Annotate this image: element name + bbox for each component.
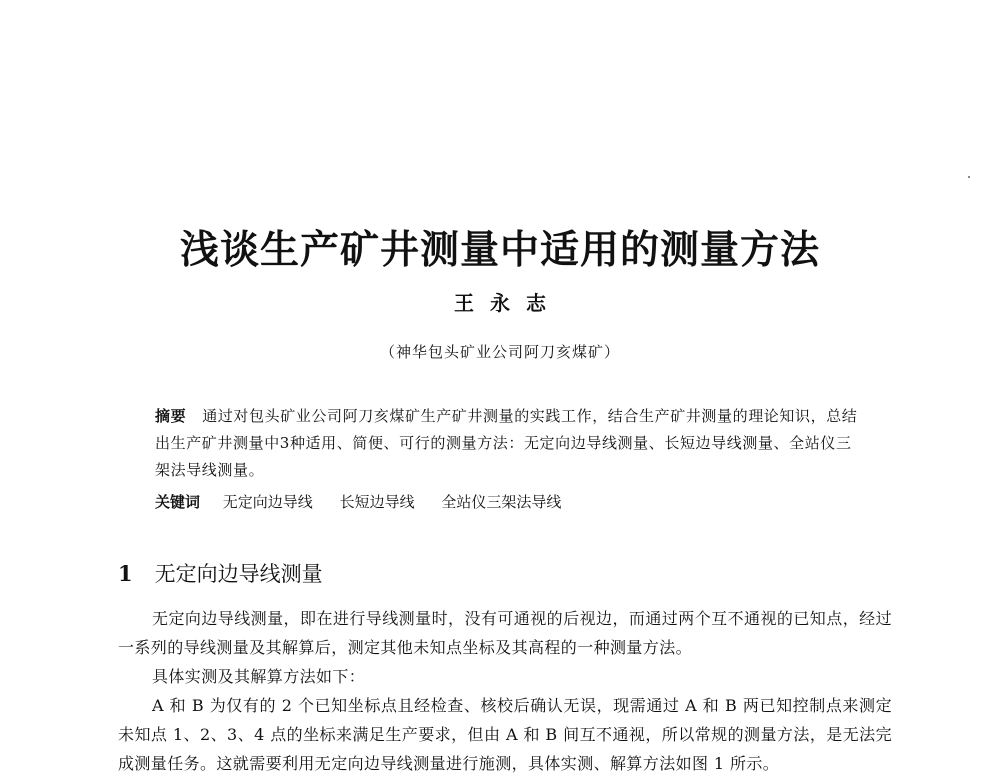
abstract-text: 通过对包头矿业公司阿刀亥煤矿生产矿井测量的实践工作，结合生产矿井测量的理论知识，总结出生产矿井测量中3种适用、简便、可行的测量方法：无定向边导线测量、长短边导线测量、全站仪三架法导线测量。 xyxy=(155,407,858,479)
section-number: 1 xyxy=(118,561,133,586)
abstract-label: 摘要 xyxy=(155,407,187,425)
abstract-block xyxy=(155,403,865,484)
body-paragraph: 无定向边导线测量，即在进行导线测量时，没有可通视的后视边，而通过两个互不通视的已知点，经过一系列的导线测量及其解算后，测定其他未知点坐标及其高程的一种测量方法。 xyxy=(118,609,892,657)
body-paragraph: A 和 B 为仅有的 2 个已知坐标点且经检查、核校后确认无误，现需通过 A 和 B 两已知控制点来测定未知点 1、2、3、4 点的坐标来满足生产要求，但由 A 和 B 间互不通视，所以常规的测量方法，是无法完成测量任务。这就需要利用无定向边导线测量进行施测，具体实测、解算方法如图 1 所示。 xyxy=(118,696,892,773)
section-title: 无定向边导线测量 xyxy=(154,562,323,586)
keyword-item: 全站仪三架法导线 xyxy=(441,493,562,511)
paper-title: 浅谈生产矿井测量中适用的测量方法 xyxy=(179,227,820,274)
keyword-item: 长短边导线 xyxy=(339,493,415,511)
section-body xyxy=(118,604,892,778)
keyword-item: 无定向边导线 xyxy=(222,493,313,511)
scan-mark xyxy=(968,176,970,178)
author-affiliation: （神华包头矿业公司阿刀亥煤矿） xyxy=(379,343,620,361)
author-name: 王永志 xyxy=(454,291,562,315)
body-paragraph: 具体实测及其解算方法如下： xyxy=(152,667,366,686)
section-heading xyxy=(118,560,323,588)
keywords-block xyxy=(155,489,865,516)
keywords-label: 关键词 xyxy=(155,493,201,511)
